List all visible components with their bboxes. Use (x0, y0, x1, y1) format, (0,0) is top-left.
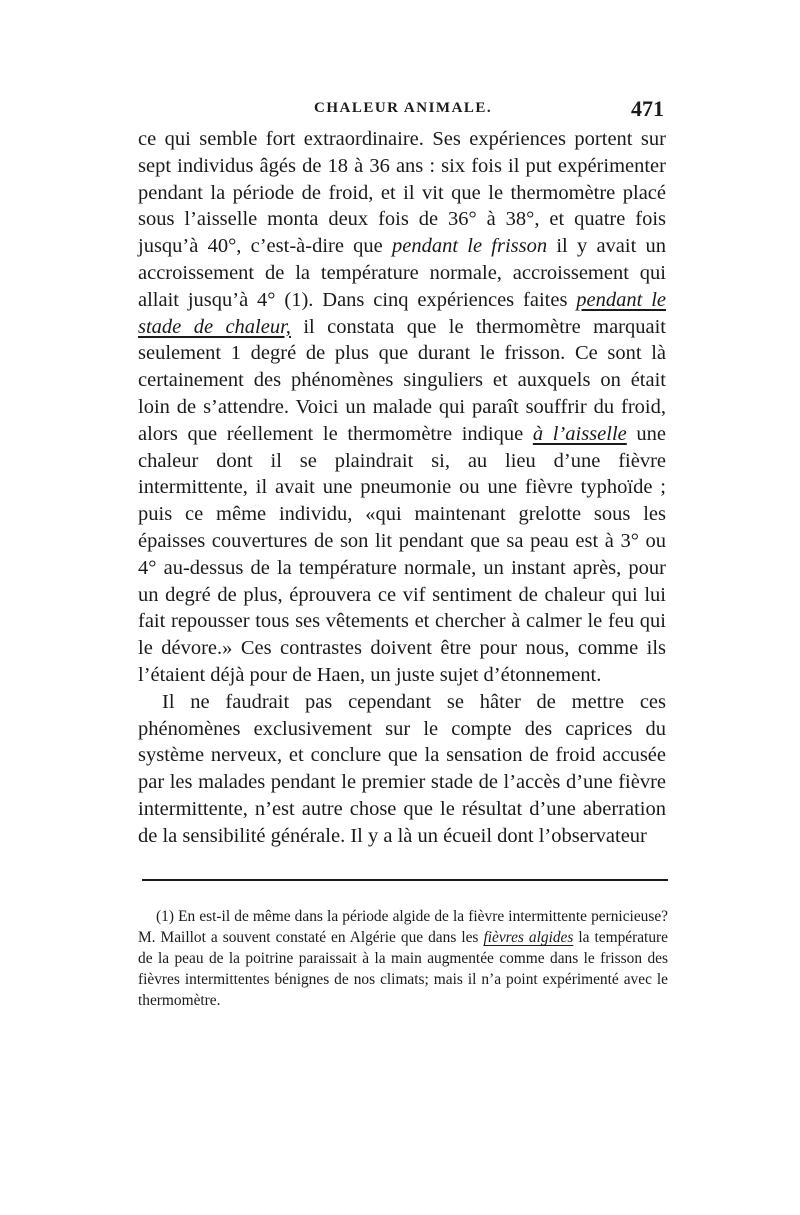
paragraph-1 (138, 126, 666, 689)
body-text (138, 126, 666, 850)
footnote-text (138, 906, 668, 1011)
page-number: 471 (631, 96, 664, 121)
footnote (138, 906, 668, 1011)
text-segment: (1) En est-il de même dans la période algide de la fièvre intermittente pernicieuse? M. Maillot a souvent constaté en Algérie que dans les (138, 908, 668, 946)
italic-phrase: pendant le frisson (392, 235, 548, 258)
italic-phrase: à l’aisselle (532, 422, 627, 445)
italic-phrase: pendant le stade de chaleur, (138, 288, 667, 338)
text-segment: il constata que le thermomètre marquait seulement 1 degré de plus que durant le frisson. Ce sont là certainement des phénomènes singuliers et auxquels on était loin de s’attendre. Voici un malade qui paraît souffrir du froid, alors que réellement le thermomètre indique (138, 315, 666, 445)
book-page (138, 0, 666, 1215)
footnote-rule (142, 879, 668, 881)
running-title: CHALEUR ANIMALE. (314, 100, 493, 116)
paragraph-2: Il ne faudrait pas cependant se hâter de mettre ces phénomènes exclusivement sur le compte des caprices du système nerveux, et conclure que la sensation de froid accusée par les malades pendant le premier stade de l’accès d’une fièvre intermittente, n’est autre chose que le résultat d’une aberration de la sensibilité générale. Il y a là un écueil dont l’observateur (138, 690, 666, 847)
running-head (138, 96, 666, 126)
text-segment: la température de la peau de la poitrine paraissait à la main augmentée comme dans le frisson des fièvres intermittentes bénignes de nos climats; mais il n’a point expérimenté avec le thermomètre. (138, 929, 668, 1009)
text-segment: ce qui semble fort extraordinaire. Ses expériences portent sur sept individus âgés de 18 à 36 ans : six fois il put expérimenter pendant la période de froid, et il vit que le thermomètre placé sous l’aisselle monta deux fois de 36° à 38°, et quatre fois jusqu’à 40°, c’est-à-dire que (138, 128, 666, 258)
text-segment: une chaleur dont il se plaindrait si, au lieu d’une fièvre intermittente, il avait une pneumonie ou une fièvre typhoïde ; puis ce même individu, «qui maintenant grelotte sous les épaisses couvertures de son lit pendant que sa peau est à 3° ou 4° au-dessus de la température normale, un instant après, pour un degré de plus, éprouvera ce vif sentiment de chaleur qui lui fait repousser tous ses vêtements et chercher à calmer le feu qui le dévore.» Ces contrastes doivent être pour nous, comme ils l’étaient déjà pour de Haen, un juste sujet d’étonnement. (138, 422, 667, 686)
text-segment: il y avait un accroissement de la température normale, accroissement qui allait jusqu’à 4° (1). Dans cinq expériences faites (138, 235, 667, 311)
italic-phrase: fièvres algides (483, 929, 574, 946)
